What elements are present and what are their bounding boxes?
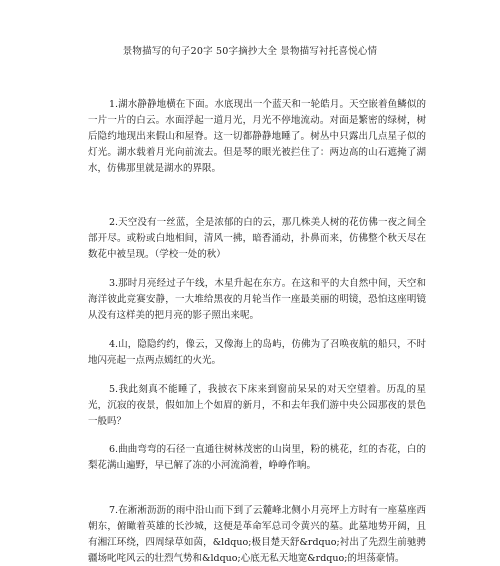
paragraph-1: 1.湖水静静地横在下面。水底现出一个蓝天和一轮皓月。天空嵌着鱼鳞似的一片一片的白云。水面浮起一道月光，月光不停地流动。对面是繁密的绿树，树后隐约地现出来假山和屋脊。这一切都静静地睡了。树丛中只露出几点星子似的灯光。湖水载着月光向前流去。但是琴的眼光被拦住了：两边高的山石遮掩了湖水，仿佛那里就是湖水的界限。 (88, 98, 426, 174)
paragraph-7: 7.在淅淅沥沥的雨中沿山而下到了云麓峰北侧小月亮坪上方时有一座墓座西朝东，俯瞰着英雄的长沙城，这便是革命军总司令黄兴的墓。此墓地势开阔，且有湘江环绕，四周绿草如茵，&ldquo;极目楚天舒&rdquo;衬出了先烈生前驰骋疆场叱咤风云的壮烈气势和&ldquo;心底无私天地宽&rdquo;的坦荡豪情。 (88, 504, 426, 564)
paragraph-3: 3.那时月亮经过子午线，木星升起在东方。在这和平的大自然中间，天空和海洋彼此竞赛安静，一大堆给黑夜的月轮当作一座最美丽的明镜，恐怕这座明镜从没有这样美的把月亮的影子照出来呢。 (88, 277, 426, 321)
paragraph-2: 2.天空没有一丝蓝，全是浓郁的白的云，那几株美人树的花仿佛一夜之间全部开尽。或粉或白地相间，清风一拂，暗香涌动，扑鼻而来，仿佛整个秋天尽在数花中被呈现。（学校一处的秋） (88, 216, 426, 260)
paragraph-6: 6.曲曲弯弯的石径一直通往树林茂密的山岗里，粉的桃花，红的杏花，白的梨花满山遍野，早已解了冻的小河流淌着，峥峥作响。 (88, 443, 426, 471)
document-title: 景物描写的句子20字 50字摘抄大全 景物描写衬托喜悦心情 (122, 46, 378, 57)
paragraph-5: 5.我此刻真不能睡了，我披衣下床来到窗前呆呆的对天空望着。历乱的星光，沉寂的夜景，假如加上个如眉的新月，不和去年我们游中央公园那夜的景色一般吗？ (88, 383, 426, 427)
paragraph-4: 4.山，隐隐约约，像云，又像海上的岛屿，仿佛为了召唤夜航的船只，不时地闪亮起一点两点嫣红的火光。 (88, 338, 426, 366)
